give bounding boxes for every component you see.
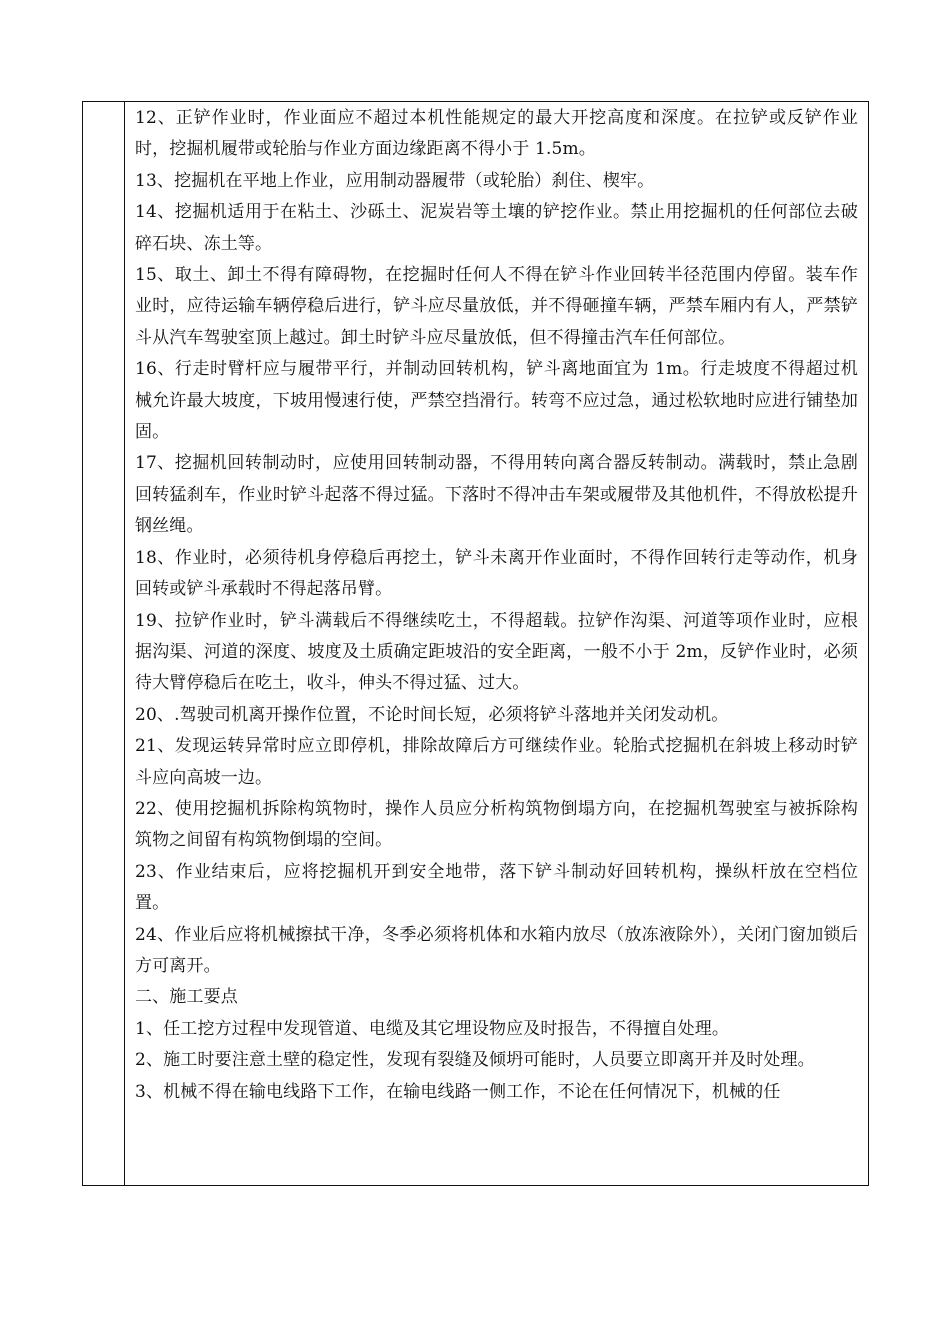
paragraph-item-17: 17、挖掘机回转制动时，应使用回转制动器，不得用转向离合器反转制动。满载时，禁止急剧回转猛刹车，作业时铲斗起落不得过猛。下落时不得冲击车架或履带及其他机件，不得放松提升钢丝绳。 <box>135 453 858 537</box>
paragraph-item-13: 13、挖掘机在平地上作业，应用制动器履带（或轮胎）刹住、楔牢。 <box>135 170 655 191</box>
paragraph-item-12: 12、正铲作业时，作业面应不超过本机性能规定的最大开挖高度和深度。在拉铲或反铲作业时，挖掘机履带或轮胎与作业方面边缘距离不得小于 1.5m。 <box>135 108 858 160</box>
paragraph-item-24: 24、作业后应将机械擦拭干净，冬季必须将机体和水箱内放尽（放冻液除外），关闭门窗加锁后方可离开。 <box>135 924 858 976</box>
construction-point-3: 3、机械不得在输电线路下工作，在输电线路一侧工作，不论在任何情况下，机械的任 <box>135 1081 781 1102</box>
document-table <box>82 101 869 1186</box>
paragraph-item-16: 16、行走时臂杆应与履带平行，并制动回转机构，铲斗离地面宜为 1m。行走坡度不得超过机械允许最大坡度，下坡用慢速行使，严禁空挡滑行。转弯不应过急，通过松软地时应进行铺垫加固。 <box>135 359 858 443</box>
section-heading: 二、施工要点 <box>135 987 238 1008</box>
paragraph-item-21: 21、发现运转异常时应立即停机，排除故障后方可继续作业。轮胎式挖掘机在斜坡上移动时铲斗应向高坡一边。 <box>135 736 858 788</box>
construction-point-1: 1、任工挖方过程中发现管道、电缆及其它埋设物应及时报告，不得擅自处理。 <box>135 1018 730 1039</box>
content-body <box>135 102 858 1108</box>
paragraph-item-20: 20、.驾驶司机离开操作位置，不论时间长短，必须将铲斗落地并关闭发动机。 <box>135 704 729 725</box>
content-column <box>125 102 868 1185</box>
paragraph-item-23: 23、作业结束后，应将挖掘机开到安全地带，落下铲斗制动好回转机构，操纵杆放在空档位置。 <box>135 861 858 914</box>
paragraph-item-14: 14、挖掘机适用于在粘土、沙砾土、泥炭岩等土壤的铲挖作业。禁止用挖掘机的任何部位去破碎石块、冻土等。 <box>135 202 858 254</box>
construction-point-2: 2、施工时要注意土壁的稳定性，发现有裂缝及倾坍可能时，人员要立即离开并及时处理。 <box>135 1050 815 1071</box>
paragraph-item-15: 15、取土、卸土不得有障碍物，在挖掘时任何人不得在铲斗作业回转半径范围内停留。装车作业时，应待运输车辆停稳后进行，铲斗应尽量放低，并不得砸撞车辆，严禁车厢内有人，严禁铲斗从汽车驾驶室顶上越过。卸土时铲斗应尽量放低，但不得撞击汽车任何部位。 <box>135 265 858 348</box>
paragraph-item-18: 18、作业时，必须待机身停稳后再挖土，铲斗未离开作业面时，不得作回转行走等动作，机身回转或铲斗承载时不得起落吊臂。 <box>135 547 858 600</box>
paragraph-item-22: 22、使用挖掘机拆除构筑物时，操作人员应分析构筑物倒塌方向，在挖掘机驾驶室与被拆除构筑物之间留有构筑物倒塌的空间。 <box>135 798 858 851</box>
paragraph-item-19: 19、拉铲作业时，铲斗满载后不得继续吃土，不得超载。拉铲作沟渠、河道等项作业时，应根据沟渠、河道的深度、坡度及土质确定距坡沿的安全距离，一般不小于 2m，反铲作业时，必须待大臂停稳后在吃土，收斗，伸头不得过猛、过大。 <box>135 610 858 694</box>
left-label-column <box>83 102 125 1185</box>
